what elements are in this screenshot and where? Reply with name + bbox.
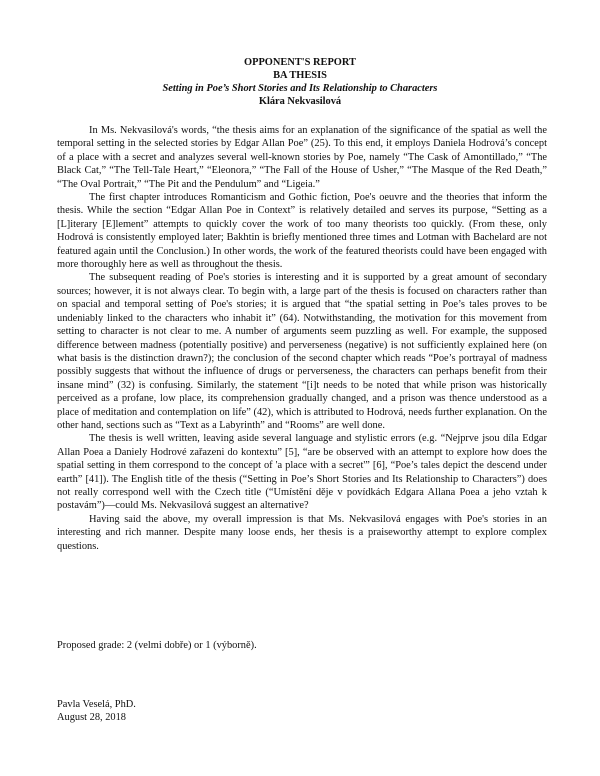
paragraph-intro: In Ms. Nekvasilová's words, “the thesis aims for an explanation of the significance of the spatial as well the temporal setting in the selected stories by Edgar Allan Poe” (25). To this end, it employs Daniela Hodrová’s concept of a place with a secret and analyzes several well-known stories by Poe, namely “The Cask of Amontillado,” “The Black Cat,” “The Tell-Tale Heart,” “Eleonora,” “The Fall of the House of Usher,” “The Masque of the Red Death,” “The Oval Portrait,” “The Pit and the Pendulum” and “Ligeia.” [57, 125, 547, 190]
report-title: OPPONENT'S REPORT [244, 57, 356, 68]
paragraph-first-chapter: The first chapter introduces Romanticism and Gothic fiction, Poe's oeuvre and the theories that inform the thesis. While the section “Edgar Allan Poe in Context” is relatively detailed and serves its purpose, “Setting as a [L]iterary [E]lement” attempts to quickly cover the work of too many theorists too quickly. (From these, only Hodrová is consistently employed later; Bakhtin is briefly mentioned three times and Lotman with Bachelard are not featured again until the Conclusion.) In other words, the work of the featured theorists could have been engaged with more thoroughly here as well as throughout the thesis. [57, 192, 547, 271]
paragraph-reading: The subsequent reading of Poe's stories is interesting and it is supported by a great amount of secondary sources; however, it is not always clear. To begin with, a large part of the thesis is focused on characters rather than on spacial and temporal setting of Poe's stories; it is argued that “the spatial setting in Poe’s tales proves to be undeniably linked to the characters who inhabit it” (64). Notwithstanding, the motivation for this movement from setting to character is not clear to me. A number of arguments seem puzzling as well. For example, the supposed difference between madness (potentially positive) and perverseness (negative) is not sufficiently explained here (on what basis is the distinction drawn?); the conclusion of the second chapter which reads “Poe’s portrayal of madness possibly suggests that without the influence of drugs or perverseness, the characters can perhaps benefit from their insane mind” (32) is confusing. Similarly, the statement “[i]t needs to be noted that while prison was historically perceived as a profane, low place, its comprehension gradually changed, and a prison was thence understood as a place of meditation and contemplation on life” (42), which is attributed to Hodrová, needs further explanation. On the other hand, sections such as “Text as a Labyrinth” and “Rooms” are well done. [57, 272, 547, 431]
signature-block [57, 698, 357, 724]
proposed-grade: Proposed grade: 2 (velmi dobře) or 1 (výborně). [57, 640, 257, 651]
paragraph-language: The thesis is well written, leaving aside several language and stylistic errors (e.g. “Nejprve jsou díla Edgar Allan Poea a Daniely Hodrové zařazeni do kontextu” [5], “are be observed with an attempt to explore how does the spatial setting in them correspond to the concept of 'a place with a secret'” [6], “Poe’s tales depict the descend under earth” [41]). The English title of the thesis (“Setting in Poe’s Short Stories and Its Relationship to Characters”) does not really correspond well with the Czech title (“Umístění děje v povídkách Edgara Allana Poea a jeho vztah k postavám”)—could Ms. Nekvasilová suggest an alternative? [57, 433, 547, 512]
report-body [57, 124, 547, 553]
thesis-author: Klára Nekvasilová [258, 96, 342, 107]
thesis-type: BA THESIS [273, 70, 327, 81]
signature-name: Pavla Veselá, PhD. [57, 699, 136, 710]
paragraph-conclusion: Having said the above, my overall impression is that Ms. Nekvasilová engages with Poe's stories in an interesting and rich manner. Despite many loose ends, her thesis is a praiseworthy attempt to explore complex questions. [57, 513, 547, 552]
report-header [0, 56, 600, 108]
signature-date: August 28, 2018 [57, 712, 126, 723]
thesis-title: Setting in Poe’s Short Stories and Its Relationship to Characters [162, 83, 438, 94]
